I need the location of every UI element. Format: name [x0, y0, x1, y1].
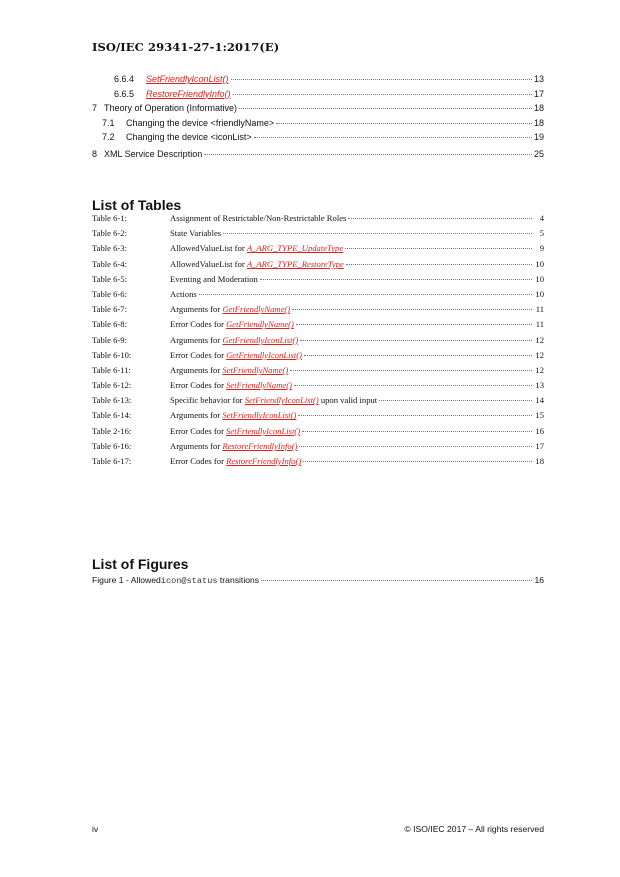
table-entry-page: 12: [535, 334, 544, 345]
leader-dots: [290, 370, 532, 371]
figure-entry-code: icon@status: [160, 576, 218, 586]
toc-entry[interactable]: [92, 118, 544, 133]
table-entry-text: Assignment of Restrictable/Non-Restrictable Roles: [170, 213, 347, 223]
toc-entry-number: 6.6.5: [114, 88, 135, 99]
table-entry[interactable]: [92, 274, 544, 289]
table-entry-label: Table 6-6:: [92, 288, 127, 299]
toc-entry-page: 13: [533, 74, 544, 84]
toc-entry-number: 6.6.4: [114, 74, 135, 84]
leader-dots: [304, 355, 532, 356]
table-entry-label: Table 6-8:: [92, 319, 127, 330]
page-number: iv: [92, 824, 99, 834]
table-entry-link[interactable]: GetFriendlyName(): [226, 319, 294, 330]
table-entry-link[interactable]: GetFriendlyIconList(): [222, 334, 299, 345]
toc-entry[interactable]: [92, 149, 544, 164]
table-entry-link[interactable]: RestoreFriendlyInfo(): [222, 440, 298, 451]
table-entry-text: Error Codes for: [170, 380, 227, 391]
table-entry-page: 18: [535, 456, 544, 466]
table-entry-text: State Variables: [170, 228, 222, 239]
list-of-figures: [92, 575, 544, 586]
toc-entry-number: 7.1: [102, 117, 115, 128]
toc-entry-page: 18: [533, 103, 544, 113]
table-entry-suffix: upon valid input: [318, 395, 378, 406]
table-entry-label: Table 6-5:: [92, 273, 127, 284]
table-entry-label: Table 6-1:: [92, 213, 127, 223]
toc-entry-number: 7: [92, 103, 98, 113]
figure-entry[interactable]: [92, 575, 544, 586]
leader-dots: [292, 309, 532, 310]
toc-entry-title: Changing the device <iconList>: [126, 132, 252, 142]
leader-dots: [299, 446, 532, 447]
figure-entry-prefix: Figure 1 - Allowed: [92, 575, 161, 585]
table-entry[interactable]: [92, 395, 544, 410]
leader-dots: [346, 264, 532, 265]
table-entry-text: Error Codes for: [170, 425, 227, 436]
toc-entry[interactable]: [92, 89, 544, 104]
table-entry-text: Actions: [170, 288, 197, 299]
table-entry[interactable]: [92, 426, 544, 441]
leader-dots: [298, 415, 532, 416]
table-entry[interactable]: [92, 228, 544, 243]
table-entry-page: 14: [535, 395, 544, 406]
table-entry[interactable]: [92, 259, 544, 274]
table-entry-label: Table 6-7:: [92, 304, 127, 315]
leader-dots: [302, 431, 532, 432]
table-entry-page: 4: [539, 213, 544, 223]
toc-entry[interactable]: [92, 103, 544, 118]
table-entry-text: Error Codes for: [170, 319, 227, 330]
table-entry-link[interactable]: GetFriendlyName(): [222, 304, 291, 315]
leader-dots: [345, 248, 532, 249]
table-entry-label: Table 6-17:: [92, 456, 132, 466]
table-entry-label: Table 6-12:: [92, 380, 132, 391]
table-entry-text: Error Codes for: [170, 349, 227, 360]
table-entry-label: Table 6-4:: [92, 258, 127, 269]
copyright-notice: © ISO/IEC 2017 – All rights reserved: [404, 824, 544, 834]
table-entry-label: Table 6-2:: [92, 228, 127, 239]
leader-dots: [199, 294, 532, 295]
leader-dots: [276, 123, 532, 124]
table-entry-label: Table 6-13:: [92, 395, 132, 406]
table-entry-page: 17: [535, 440, 544, 451]
table-entry-link[interactable]: A_ARG_TYPE_RestoreType: [246, 258, 344, 269]
table-entry[interactable]: [92, 319, 544, 334]
leader-dots: [303, 461, 532, 462]
table-entry-text: Arguments for: [170, 334, 223, 345]
table-entry-link[interactable]: SetFriendlyName(): [226, 380, 292, 391]
leader-dots: [261, 580, 532, 581]
table-entry-link[interactable]: SetFriendlyName(): [222, 364, 289, 375]
table-entry-page: 10: [535, 273, 544, 284]
table-entry-page: 13: [535, 380, 544, 391]
table-entry-link[interactable]: RestoreFriendlyInfo(): [226, 456, 302, 466]
table-entry-label: Table 6-14:: [92, 410, 132, 421]
list-of-figures-heading: List of Figures: [92, 556, 189, 572]
leader-dots: [231, 79, 532, 80]
table-entry-text: Error Codes for: [170, 456, 227, 466]
toc-entry-number: 8: [92, 148, 98, 159]
table-entry[interactable]: [92, 289, 544, 304]
toc-entry[interactable]: [92, 132, 544, 147]
table-entry-text: AllowedValueList for: [170, 258, 247, 269]
table-entry[interactable]: [92, 380, 544, 395]
leader-dots: [348, 218, 532, 219]
table-entry-link[interactable]: A_ARG_TYPE_UpdateType: [246, 243, 344, 254]
table-entry-page: 16: [535, 425, 544, 436]
leader-dots: [379, 400, 532, 401]
table-entry-page: 11: [535, 304, 544, 315]
leader-dots: [239, 108, 532, 109]
table-entry-label: Table 6-3:: [92, 243, 127, 254]
table-of-contents: [92, 74, 544, 163]
table-entry-page: 12: [535, 364, 544, 375]
table-entry-link[interactable]: GetFriendlyIconList(): [226, 349, 302, 360]
toc-entry-title: XML Service Description: [104, 148, 203, 159]
table-entry-link[interactable]: SetFriendlyIconList(): [244, 395, 319, 406]
leader-dots: [294, 385, 532, 386]
table-entry-label: Table 6-10:: [92, 349, 132, 360]
table-entry-text: Arguments for: [170, 410, 223, 421]
figure-entry-page: 16: [534, 575, 544, 585]
table-entry-label: Table 6-11:: [92, 364, 131, 375]
leader-dots: [204, 154, 532, 155]
toc-entry-link[interactable]: SetFriendlyIconList(): [146, 74, 229, 84]
table-entry-text: Arguments for: [170, 440, 223, 451]
table-entry-page: 9: [539, 243, 544, 254]
leader-dots: [233, 94, 532, 95]
table-entry[interactable]: [92, 304, 544, 319]
toc-entry-number: 7.2: [102, 132, 115, 142]
table-entry-label: Table 6-16:: [92, 440, 132, 451]
table-entry[interactable]: [92, 365, 544, 380]
table-entry-text: Arguments for: [170, 304, 223, 315]
table-entry[interactable]: [92, 350, 544, 365]
table-entry-label: Table 2-16:: [92, 425, 132, 436]
leader-dots: [296, 324, 532, 325]
table-entry-page: 12: [535, 349, 544, 360]
table-entry-page: 10: [535, 258, 544, 269]
leader-dots: [254, 137, 532, 138]
table-entry-text: Eventing and Moderation: [170, 273, 258, 284]
table-entry-text: Arguments for: [170, 364, 223, 375]
table-entry[interactable]: [92, 213, 544, 228]
table-entry-link[interactable]: SetFriendlyIconList(): [226, 425, 301, 436]
table-entry-text: Specific behavior for: [170, 395, 245, 406]
toc-entry[interactable]: [92, 74, 544, 89]
list-of-tables-heading: List of Tables: [92, 197, 182, 213]
leader-dots: [260, 279, 532, 280]
table-entry-page: 5: [539, 228, 544, 239]
table-entry[interactable]: [92, 335, 544, 350]
list-of-tables: [92, 213, 544, 471]
table-entry-link[interactable]: SetFriendlyIconList(): [222, 410, 297, 421]
table-entry-label: Table 6-9:: [92, 334, 127, 345]
toc-entry-page: 25: [533, 148, 544, 159]
toc-entry-link[interactable]: RestoreFriendlyInfo(): [146, 88, 231, 99]
leader-dots: [223, 233, 532, 234]
toc-entry-page: 18: [533, 117, 544, 128]
table-entry[interactable]: [92, 410, 544, 425]
toc-entry-title: Theory of Operation (Informative): [104, 103, 238, 113]
document-header: ISO/IEC 29341-27-1:2017(E): [92, 40, 280, 54]
table-entry-page: 10: [535, 288, 544, 299]
table-entry-page: 15: [535, 410, 544, 421]
table-entry-page: 11: [535, 319, 544, 330]
table-entry-text: AllowedValueList for: [170, 243, 247, 254]
figure-entry-suffix: transitions: [217, 575, 260, 585]
leader-dots: [300, 340, 532, 341]
toc-entry-page: 19: [533, 132, 544, 142]
toc-entry-title: Changing the device <friendlyName>: [126, 117, 275, 128]
page-footer: [92, 824, 544, 834]
toc-entry-page: 17: [533, 88, 544, 99]
table-entry[interactable]: [92, 456, 544, 471]
table-entry[interactable]: [92, 243, 544, 258]
table-entry[interactable]: [92, 441, 544, 456]
